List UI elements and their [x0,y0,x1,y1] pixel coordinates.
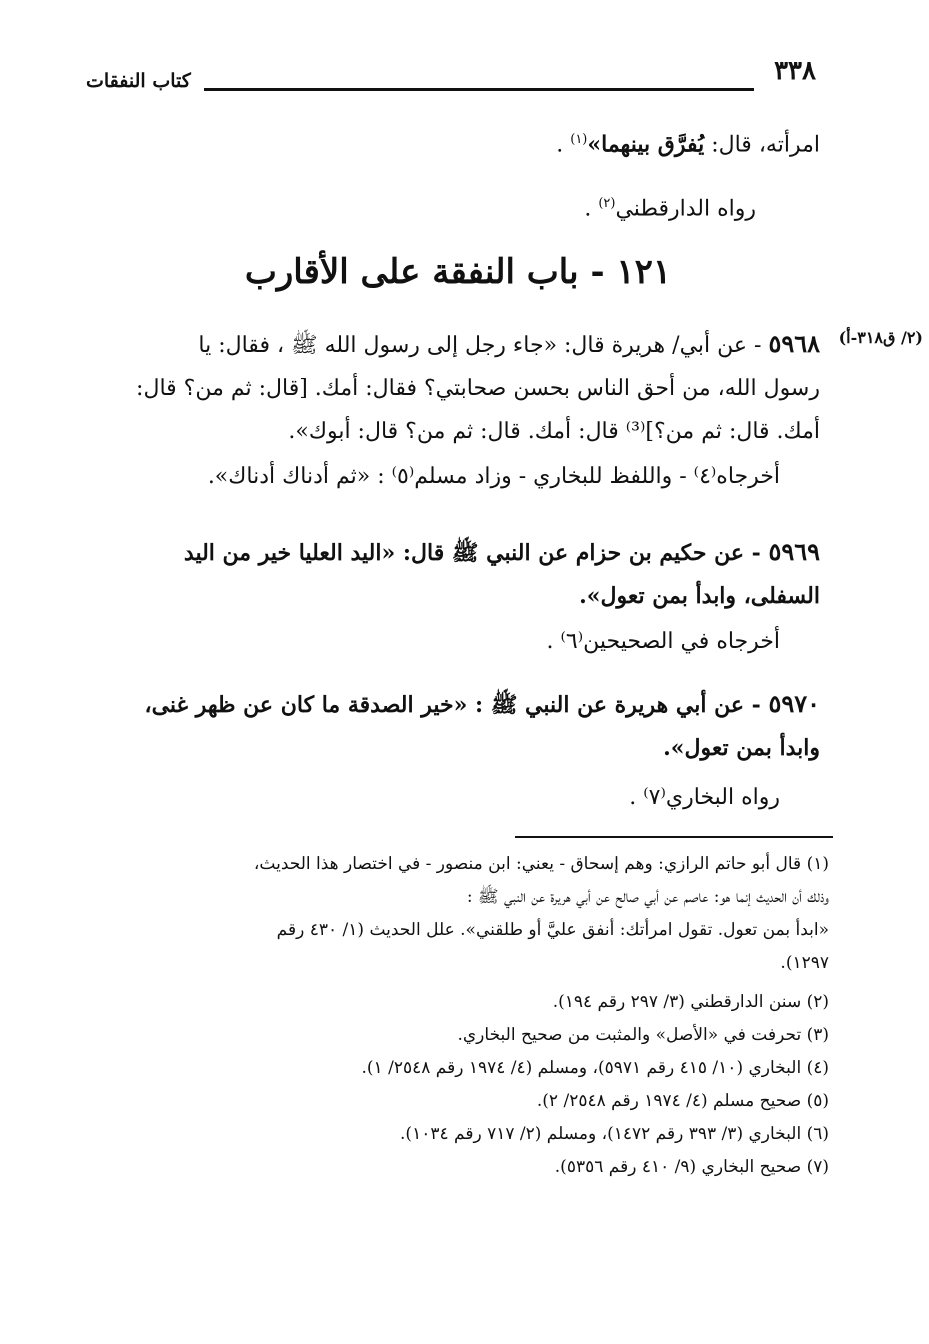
footnote-line: (٣) تحرفت في «الأصل» والمثبت من صحيح البخاري. [457,1025,829,1045]
manuscript-margin-note: (٢/ ق٣١٨-أ) [838,328,923,347]
intro-text: امرأته، قال: [704,132,820,158]
page-number: ٣٣٨ [774,56,816,86]
hadith-line: أمك. قال: ثم من؟]⁽³⁾ قال: أمك. قال: ثم من؟ قال: أبوك». [288,419,820,444]
footnote-ref-2: (٢) [598,196,616,211]
book-title: كتاب النفقات [86,70,191,92]
hadith-takhrij: أخرجاه في الصحيحين⁽٦⁾ . [546,629,780,654]
hadith-line: - عن أبي هريرة عن النبي ﷺ : «خير الصدقة ما كان عن ظهر غنى، [144,692,761,718]
footnote-rule [515,836,833,838]
page-header [86,56,816,96]
header-rule [204,88,754,91]
footnotes [96,848,829,1184]
footnote-line: (٢) سنن الدارقطني (٣/ ٢٩٧ رقم ١٩٤). [552,992,829,1012]
footnote-line: «ابدأ بمن تعول. تقول امرأتك: أنفق عليَّ أو طلقني». علل الحديث (١/ ٤٣٠ رقم [276,920,829,940]
hadith-number: ٥٩٦٩ [768,537,820,566]
hadith-5968 [96,328,820,492]
hadith-line: - عن حكيم بن حزام عن النبي ﷺ قال: «اليد العليا خير من اليد [183,540,761,566]
intro-line-2 [96,188,820,224]
footnote-line: (٧) صحيح البخاري (٩/ ٤١٠ رقم ٥٣٥٦). [554,1157,829,1177]
intro-quote: يُفرَّق بينهما» [587,131,705,158]
intro-line-1 [96,124,820,160]
footnote-ref-1: (١) [570,132,588,147]
hadith-line: وابدأ بمن تعول». [663,735,820,761]
chapter-title: ١٢١ - باب النفقة على الأقارب [244,252,672,292]
hadith-5969 [96,536,820,657]
footnote-line: ١٢٩٧). [780,953,829,973]
footnote-line: (٦) البخاري (٣/ ٣٩٣ رقم ١٤٧٢)، ومسلم (٢/ ٧١٧ رقم ١٠٣٤). [400,1124,829,1144]
intro-end: . [556,132,571,158]
footnote-line: وذلك أن الحديث إنما هو: عاصم عن أبي صالح عن أبي هريرة عن النبي ﷺ : [466,887,829,907]
hadith-takhrij: رواه البخاري⁽٧⁾ . [629,785,780,810]
hadith-line: رسول الله، من أحق الناس بحسن صحابتي؟ فقال: أمك. [قال: ثم من؟ قال: [136,376,820,401]
intro-source: رواه الدارقطني [615,196,756,222]
footnote-line: (٥) صحيح مسلم (٤/ ١٩٧٤ رقم ٢٥٤٨/ ٢). [536,1091,829,1111]
hadith-line: السفلى، وابدأ بمن تعول». [579,583,820,609]
hadith-line: - عن أبي/ هريرة قال: «جاء رجل إلى رسول الله ﷺ ، فقال: يا [198,333,762,358]
hadith-takhrij: أخرجاه⁽٤⁾ - واللفظ للبخاري - وزاد مسلم⁽٥⁾ : «ثم أدناك أدناك». [207,464,780,489]
hadith-5970 [96,688,820,813]
footnote-line: (١) قال أبو حاتم الرازي: وهم إسحاق - يعني: ابن منصور - في اختصار هذا الحديث، [253,854,829,874]
footnote-line: (٤) البخاري (١٠/ ٤١٥ رقم ٥٩٧١)، ومسلم (٤/ ١٩٧٤ رقم ٢٥٤٨/ ١). [361,1058,829,1078]
hadith-number: ٥٩٦٨ [768,329,820,358]
intro-source-end: . [584,196,599,222]
hadith-number: ٥٩٧٠ [768,689,820,718]
